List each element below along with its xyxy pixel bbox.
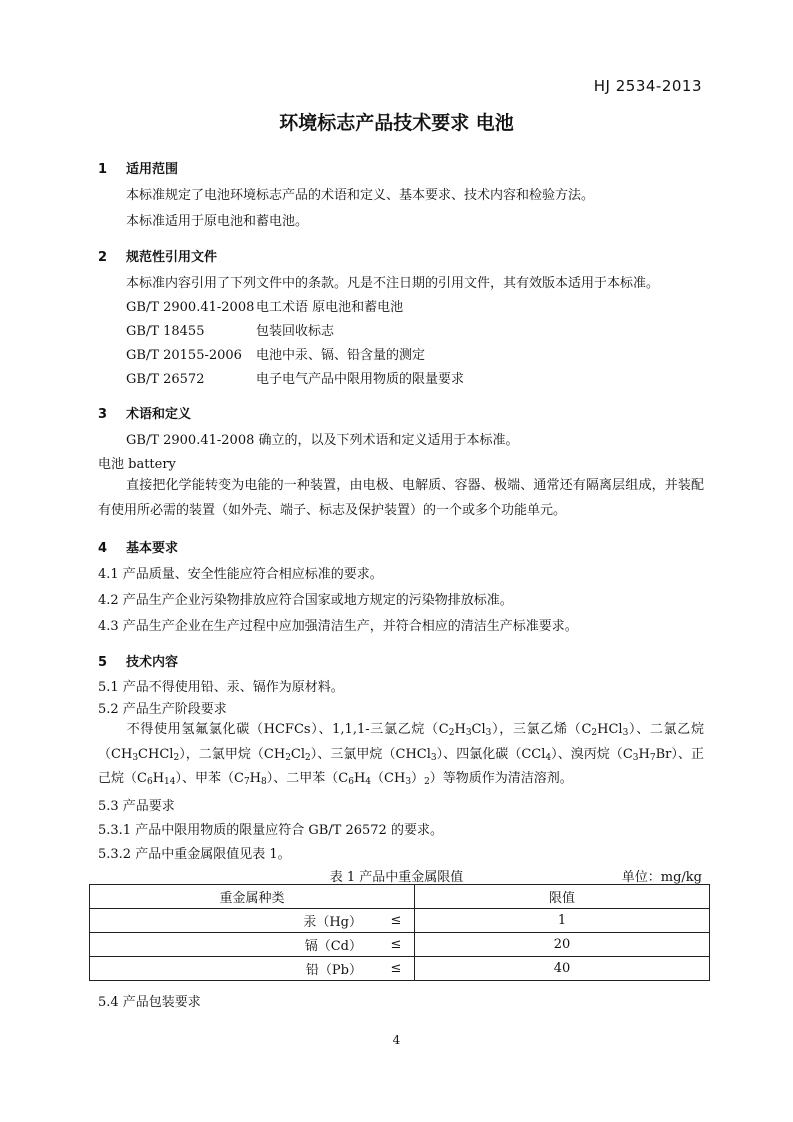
requirement-item: 5.1 产品不得使用铅、汞、镉作为原材料。: [98, 680, 344, 695]
paragraph: GB/T 2900.41-2008 确立的，以及下列术语和定义适用于本标准。: [126, 433, 519, 448]
table-header-row: [90, 885, 710, 909]
section-2-heading: [98, 246, 217, 265]
section-title: 适用范围: [126, 162, 179, 177]
requirement-item: 5.4 产品包装要求: [98, 995, 201, 1010]
reference-item: [126, 296, 403, 315]
heavy-metal-table: [89, 884, 710, 981]
table-row: [90, 933, 710, 957]
standard-number: HJ 2534-2013: [593, 77, 702, 95]
term: 电池 battery: [98, 457, 176, 472]
reference-code: GB/T 26572: [126, 372, 205, 387]
section-title: 基本要求: [126, 541, 179, 556]
section-1-heading: [98, 158, 178, 177]
definition-text: 直接把化学能转变为电能的一种装置，由电极、电解质、容器、极端、通常还有隔离层组成，并装配有使用所必需的装置（如外壳、端子、标志及保护装置）的一个或多个功能单元。: [98, 478, 704, 518]
operator: ≤: [378, 909, 415, 933]
limit-value: 20: [415, 933, 710, 957]
limit-value: 40: [415, 957, 710, 981]
page-number: 4: [392, 1033, 401, 1047]
paragraph: 本标准内容引用了下列文件中的条款。凡是不注日期的引用文件，其有效版本适用于本标准。: [126, 276, 660, 291]
section-title: 规范性引用文件: [126, 250, 218, 265]
requirement-item: 5.3.2 产品中重金属限值见表 1。: [98, 847, 291, 862]
metal-name: 镉（Cd）: [90, 933, 379, 957]
requirement-item: 5.3.1 产品中限用物质的限量应符合 GB/T 26572 的要求。: [98, 823, 443, 838]
requirement-item: 5.3 产品要求: [98, 799, 175, 814]
section-4-heading: [98, 537, 178, 556]
table-caption: 表 1 产品中重金属限值: [329, 870, 464, 885]
section-number: 3: [98, 407, 108, 422]
requirement-item: 4.1 产品质量、安全性能应符合相应标准的要求。: [98, 567, 383, 582]
metal-name: 汞（Hg）: [90, 909, 379, 933]
table-row: [90, 957, 710, 981]
requirement-item: 4.3 产品生产企业在生产过程中应加强清洁生产，并符合相应的清洁生产标准要求。: [98, 619, 578, 634]
reference-item: [126, 344, 425, 363]
section-title: 术语和定义: [126, 407, 192, 422]
solvent-paragraph: 不得使用氢氟氯化碳（HCFCs）、1,1,1-三氯乙烷$(C_2H_3Cl_3)$，三氯乙烯$(C_2HCl_3)$、二氯乙烷$(CH_3CHCl_2)$，二氯甲烷$(CH_2Cl_2)$、三氯甲烷（CHCl$_3$）、四氯化碳（CCl$_4$）、溴丙烷$(C_3H_7Br)$、正己烷$(C_6H_{14})$、甲苯$(C_7H_8)$、二甲苯$(C_6H_4(CH_3)_2)$等物质作为清洁溶剂。: [98, 722, 704, 787]
metal-name: 铅（Pb）: [90, 957, 379, 981]
definition-paragraph: [98, 474, 704, 523]
section-title: 技术内容: [126, 655, 179, 670]
section-number: 2: [98, 250, 108, 265]
operator: ≤: [378, 933, 415, 957]
paragraph: 本标准适用于原电池和蓄电池。: [126, 214, 309, 229]
paragraph: 本标准规定了电池环境标志产品的术语和定义、基本要求、技术内容和检验方法。: [126, 188, 595, 203]
reference-item: [126, 320, 334, 339]
reference-name: 电子电气产品中限用物质的限量要求: [256, 372, 465, 387]
table-header-cell: 限值: [415, 885, 710, 909]
limit-value: 1: [415, 909, 710, 933]
section-number: 1: [98, 162, 108, 177]
reference-name: 电池中汞、镉、铅含量的测定: [256, 348, 426, 363]
requirement-item: 5.2 产品生产阶段要求: [98, 702, 227, 717]
reference-code: GB/T 18455: [126, 324, 205, 339]
reference-item: [126, 368, 464, 387]
table-unit: 单位：mg/kg: [621, 870, 702, 885]
section-number: 5: [98, 655, 108, 670]
section-3-heading: [98, 403, 191, 422]
reference-code: GB/T 2900.41-2008: [126, 300, 255, 315]
section-5-heading: [98, 651, 178, 670]
reference-name: 包装回收标志: [256, 324, 335, 339]
table-header-cell: 重金属种类: [90, 885, 415, 909]
requirement-item: 4.2 产品生产企业污染物排放应符合国家或地方规定的污染物排放标准。: [98, 593, 513, 608]
reference-name: 电工术语 原电池和蓄电池: [256, 300, 404, 315]
section-number: 4: [98, 541, 108, 556]
operator: ≤: [378, 957, 415, 981]
table-row: [90, 909, 710, 933]
document-title: 环境标志产品技术要求 电池: [279, 112, 514, 134]
reference-code: GB/T 20155-2006: [126, 348, 242, 363]
